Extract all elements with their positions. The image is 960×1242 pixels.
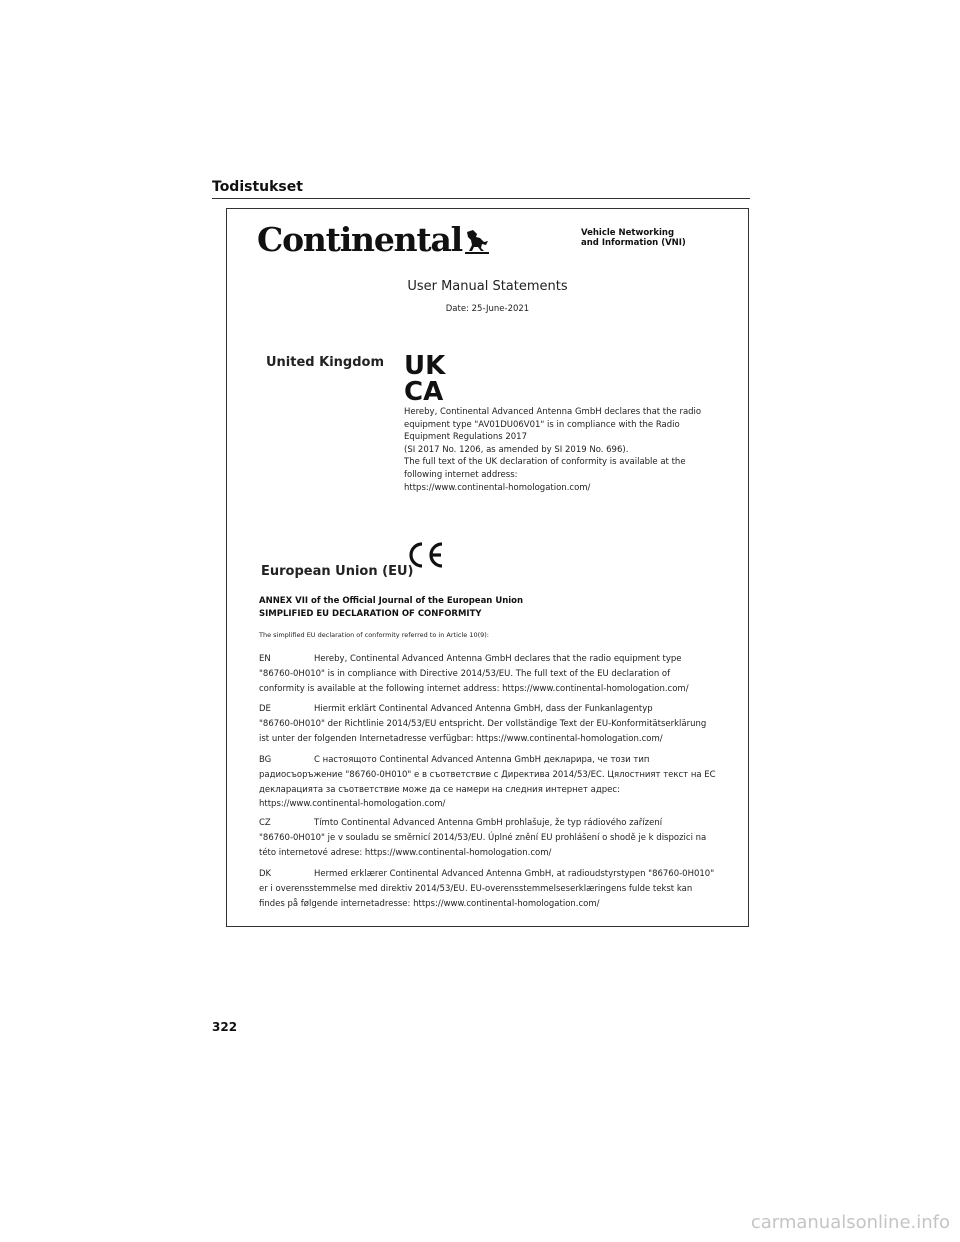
declaration-line: Hermed erklærer Continental Advanced Antenna GmbH, at radioudstyrstypen "86760-0H010": [314, 869, 715, 879]
article-reference: The simplified EU declaration of conformity referred to in Article 10(9):: [259, 631, 489, 639]
declaration-line: Hereby, Continental Advanced Antenna GmbH declares that the radio equipment type: [314, 654, 682, 664]
declaration-line: ist unter der folgenden Internetadresse verfügbar: https://www.continental-homologation.com/: [259, 733, 663, 744]
declaration-line: С настоящото Continental Advanced Antenna GmbH декларира, че този тип: [314, 755, 650, 765]
uk-heading: United Kingdom: [266, 355, 385, 370]
division-name: [581, 228, 686, 248]
uk-line: following internet address:: [404, 469, 518, 480]
ukca-mark-icon: [404, 352, 452, 402]
declaration-line: "86760-0H010" je v souladu se směrnicí 2014/53/EU. Úplné znění EU prohlášení o shodě je k dispozici na: [259, 832, 707, 843]
ukca-line-2: CA: [404, 377, 444, 402]
logo-wordmark: Continental: [257, 220, 462, 259]
declaration-line: Hiermit erklärt Continental Advanced Antenna GmbH, dass der Funkanlagentyp: [314, 704, 653, 714]
language-code: CZ: [259, 818, 271, 828]
title-divider: [212, 198, 750, 199]
declaration-line: conformity is available at the following internet address: https://www.continental-homologation.com/: [259, 683, 689, 694]
continental-logo: [257, 214, 490, 260]
eu-heading: European Union (EU): [261, 564, 414, 579]
declaration-line: Tímto Continental Advanced Antenna GmbH prohlašuje, že typ rádiového zařízení: [314, 818, 663, 828]
declaration-line: této internetové adrese: https://www.continental-homologation.com/: [259, 847, 552, 858]
uk-line: Hereby, Continental Advanced Antenna GmbH declares that the radio: [404, 407, 702, 417]
language-code: BG: [259, 755, 272, 765]
declaration-bg: [259, 753, 729, 812]
annex-line-1: ANNEX VII of the Official Journal of the European Union: [259, 596, 524, 606]
declaration-line: findes på følgende internetadresse: https://www.continental-homologation.com/: [259, 898, 600, 909]
language-code: EN: [259, 654, 271, 664]
declaration-line: радиосъоръжение "86760-0H010" е в съответствие с Директива 2014/53/ЕС. Цялостният текст на ЕС: [259, 769, 716, 780]
declaration-line: https://www.continental-homologation.com/: [259, 799, 446, 810]
page-number: 322: [212, 1020, 238, 1034]
ukca-line-1: UK: [404, 352, 446, 381]
document-title: User Manual Statements: [407, 279, 568, 294]
language-code: DK: [259, 869, 272, 879]
section-title: Todistukset: [212, 179, 303, 195]
annex-heading: [259, 595, 523, 620]
document-date: Date: 25-June-2021: [445, 304, 530, 314]
horse-icon: [464, 228, 490, 254]
uk-line: https://www.continental-homologation.com/: [404, 482, 591, 493]
declaration-line: "86760-0H010" is in compliance with Directive 2014/53/EU. The full text of the EU declaration of: [259, 668, 671, 679]
language-code: DE: [259, 704, 271, 714]
declaration-cz: [259, 816, 729, 860]
uk-line: The full text of the UK declaration of conformity is available at the: [404, 457, 686, 468]
uk-line: Equipment Regulations 2017: [404, 432, 527, 443]
declaration-line: er i overensstemmelse med direktiv 2014/53/EU. EU-overensstemmelseserklæringens fulde tekst kan: [259, 883, 693, 894]
declaration-de: [259, 702, 729, 746]
division-line-1: Vehicle Networking: [581, 228, 675, 238]
declaration-line: декларацията за съответствие може да се намери на следния интернет адрес:: [259, 784, 620, 795]
annex-line-2: SIMPLIFIED EU DECLARATION OF CONFORMITY: [259, 608, 482, 619]
division-line-2: and Information (VNI): [581, 238, 686, 248]
declaration-en: [259, 652, 729, 696]
uk-declaration: [404, 406, 734, 494]
uk-line: equipment type "AV01DU06V01" is in compliance with the Radio: [404, 419, 680, 430]
declaration-line: "86760-0H010" der Richtlinie 2014/53/EU entspricht. Der vollständige Text der EU-Konformitätserklärung: [259, 718, 707, 729]
watermark: carmanualsonline.info: [750, 1212, 950, 1233]
declaration-dk: [259, 867, 729, 911]
uk-line: (SI 2017 No. 1206, as amended by SI 2019 No. 696).: [404, 444, 629, 455]
